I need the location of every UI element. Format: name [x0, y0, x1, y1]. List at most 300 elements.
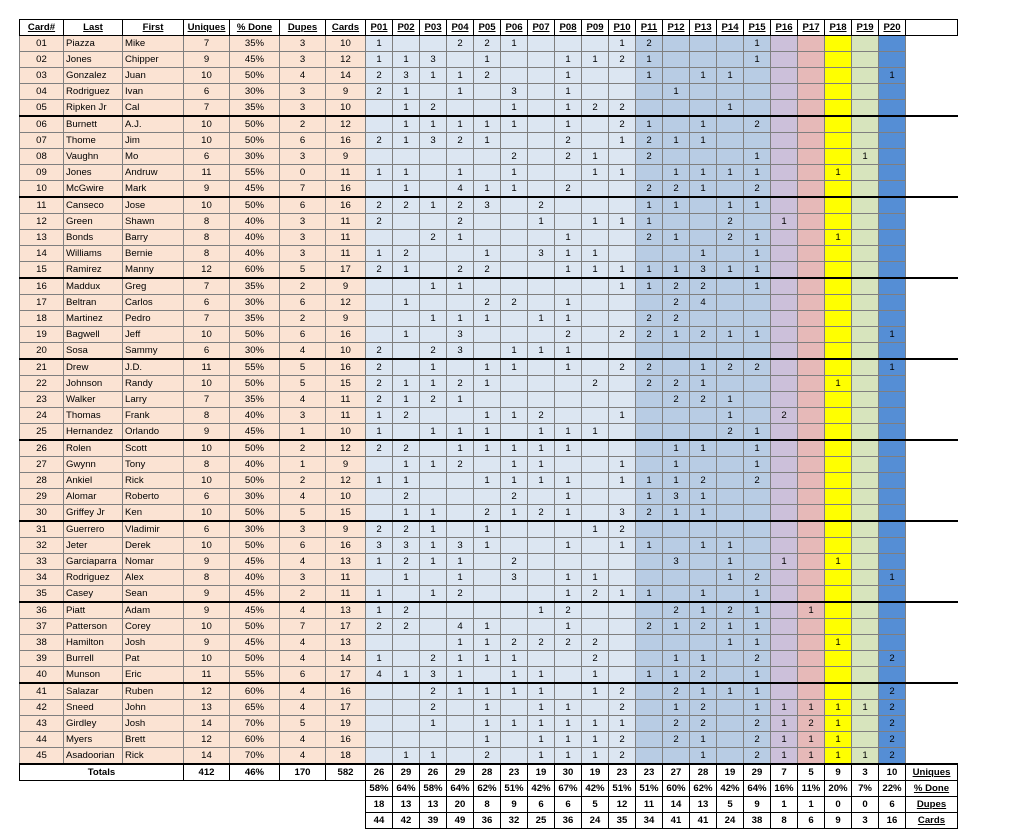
- cell-p04[interactable]: 4: [447, 619, 474, 635]
- cell-last[interactable]: McGwire: [64, 181, 123, 198]
- cell-p15[interactable]: 1: [744, 424, 771, 441]
- cell-last[interactable]: Rodriguez: [64, 570, 123, 586]
- cell-first[interactable]: Bernie: [123, 246, 184, 262]
- cell-p20[interactable]: [879, 392, 906, 408]
- player-uniques-total[interactable]: 7: [771, 764, 798, 781]
- cell-p05[interactable]: 1: [474, 181, 501, 198]
- cell-uniques[interactable]: 10: [184, 473, 230, 489]
- cell-p03[interactable]: [420, 570, 447, 586]
- cell-p18[interactable]: [825, 457, 852, 473]
- column-header-p17[interactable]: P17: [798, 20, 825, 36]
- cell-p14[interactable]: 2: [717, 602, 744, 619]
- cell-p08[interactable]: 2: [555, 181, 582, 198]
- cell-done[interactable]: 50%: [230, 440, 280, 457]
- cell-dupes[interactable]: 5: [280, 262, 326, 279]
- cell-p01[interactable]: 1: [366, 586, 393, 603]
- cell-first[interactable]: Alex: [123, 570, 184, 586]
- cell-done[interactable]: 30%: [230, 343, 280, 360]
- cell-p18[interactable]: [825, 343, 852, 360]
- cell-first[interactable]: Eric: [123, 667, 184, 684]
- cell-uniques[interactable]: 10: [184, 538, 230, 554]
- column-header-dupes[interactable]: Dupes: [280, 20, 326, 36]
- cell-p19[interactable]: [852, 408, 879, 424]
- cell-p08[interactable]: [555, 457, 582, 473]
- cell-p18[interactable]: [825, 619, 852, 635]
- cell-p04[interactable]: [447, 100, 474, 117]
- cell-cards[interactable]: 13: [326, 635, 366, 651]
- cell-p14[interactable]: 2: [717, 424, 744, 441]
- cell-p19[interactable]: [852, 424, 879, 441]
- cell-p01[interactable]: [366, 748, 393, 765]
- cell-p19[interactable]: [852, 667, 879, 684]
- cell-p18[interactable]: [825, 473, 852, 489]
- cell-p02[interactable]: 1: [393, 116, 420, 133]
- cell-p08[interactable]: [555, 376, 582, 392]
- cell-p01[interactable]: 2: [366, 262, 393, 279]
- cell-p16[interactable]: [771, 68, 798, 84]
- cell-p17[interactable]: [798, 68, 825, 84]
- cell-p11[interactable]: [636, 570, 663, 586]
- cell-p10[interactable]: [609, 343, 636, 360]
- cell-p09[interactable]: [582, 489, 609, 505]
- player-uniques-total[interactable]: 30: [555, 764, 582, 781]
- cell-p19[interactable]: [852, 392, 879, 408]
- cell-card[interactable]: 31: [20, 521, 64, 538]
- cell-uniques[interactable]: 6: [184, 343, 230, 360]
- cell-p02[interactable]: 1: [393, 165, 420, 181]
- cell-p10[interactable]: 1: [609, 716, 636, 732]
- cell-done[interactable]: 50%: [230, 473, 280, 489]
- cell-p04[interactable]: 3: [447, 343, 474, 360]
- cell-p09[interactable]: [582, 295, 609, 311]
- cell-p20[interactable]: [879, 230, 906, 246]
- cell-p19[interactable]: [852, 651, 879, 667]
- column-header-p18[interactable]: P18: [825, 20, 852, 36]
- cell-p01[interactable]: 2: [366, 84, 393, 100]
- cell-p05[interactable]: 1: [474, 651, 501, 667]
- cell-p01[interactable]: [366, 100, 393, 117]
- cell-p17[interactable]: [798, 570, 825, 586]
- cell-uniques[interactable]: 7: [184, 392, 230, 408]
- cell-done[interactable]: 35%: [230, 36, 280, 52]
- cell-cards[interactable]: 9: [326, 149, 366, 165]
- cell-first[interactable]: Jim: [123, 133, 184, 149]
- cell-p16[interactable]: 1: [771, 748, 798, 765]
- cell-p09[interactable]: [582, 181, 609, 198]
- player-uniques-total[interactable]: 19: [582, 764, 609, 781]
- cell-p01[interactable]: [366, 635, 393, 651]
- cell-p06[interactable]: 1: [501, 505, 528, 522]
- cell-p11[interactable]: 2: [636, 133, 663, 149]
- cell-p12[interactable]: [663, 359, 690, 376]
- cell-p13[interactable]: [690, 214, 717, 230]
- cell-p09[interactable]: 2: [582, 651, 609, 667]
- cell-p03[interactable]: 3: [420, 667, 447, 684]
- cell-p12[interactable]: [663, 538, 690, 554]
- column-header-p07[interactable]: P07: [528, 20, 555, 36]
- cell-p07[interactable]: [528, 100, 555, 117]
- cell-p03[interactable]: 1: [420, 376, 447, 392]
- cell-p01[interactable]: 2: [366, 440, 393, 457]
- cell-p13[interactable]: [690, 52, 717, 68]
- cell-p19[interactable]: [852, 570, 879, 586]
- cell-p12[interactable]: 1: [663, 197, 690, 214]
- cell-p20[interactable]: [879, 489, 906, 505]
- cell-p07[interactable]: 1: [528, 440, 555, 457]
- cell-p18[interactable]: [825, 84, 852, 100]
- cell-first[interactable]: Mo: [123, 149, 184, 165]
- cell-p16[interactable]: 1: [771, 732, 798, 748]
- cell-p01[interactable]: [366, 716, 393, 732]
- player-dupes-total[interactable]: 6: [879, 797, 906, 813]
- cell-card[interactable]: 27: [20, 457, 64, 473]
- cell-uniques[interactable]: 8: [184, 457, 230, 473]
- cell-p17[interactable]: [798, 505, 825, 522]
- cell-p10[interactable]: 1: [609, 408, 636, 424]
- cell-last[interactable]: Vaughn: [64, 149, 123, 165]
- cell-p09[interactable]: 1: [582, 262, 609, 279]
- cell-dupes[interactable]: 5: [280, 376, 326, 392]
- cell-p01[interactable]: 1: [366, 165, 393, 181]
- cell-p15[interactable]: 1: [744, 230, 771, 246]
- cell-uniques[interactable]: 9: [184, 424, 230, 441]
- cell-p13[interactable]: [690, 311, 717, 327]
- cell-p04[interactable]: 1: [447, 311, 474, 327]
- cell-p08[interactable]: 2: [555, 602, 582, 619]
- cell-dupes[interactable]: 4: [280, 748, 326, 765]
- cell-done[interactable]: 60%: [230, 683, 280, 700]
- cell-p06[interactable]: 2: [501, 489, 528, 505]
- cell-p07[interactable]: [528, 359, 555, 376]
- cell-p09[interactable]: [582, 408, 609, 424]
- cell-p09[interactable]: [582, 133, 609, 149]
- cell-done[interactable]: 30%: [230, 489, 280, 505]
- cell-p01[interactable]: [366, 311, 393, 327]
- cell-dupes[interactable]: 4: [280, 683, 326, 700]
- cell-p10[interactable]: 2: [609, 100, 636, 117]
- cell-p04[interactable]: 1: [447, 570, 474, 586]
- cell-p17[interactable]: 2: [798, 716, 825, 732]
- player-pct-done-total[interactable]: 60%: [663, 781, 690, 797]
- cell-first[interactable]: Pat: [123, 651, 184, 667]
- cell-uniques[interactable]: 6: [184, 84, 230, 100]
- cell-p16[interactable]: [771, 651, 798, 667]
- cell-p04[interactable]: [447, 359, 474, 376]
- cell-p12[interactable]: 2: [663, 716, 690, 732]
- cell-p07[interactable]: 1: [528, 457, 555, 473]
- cell-last[interactable]: Bagwell: [64, 327, 123, 343]
- cell-p14[interactable]: [717, 521, 744, 538]
- cell-p20[interactable]: [879, 52, 906, 68]
- cell-dupes[interactable]: 4: [280, 489, 326, 505]
- cell-p17[interactable]: [798, 586, 825, 603]
- column-header-p13[interactable]: P13: [690, 20, 717, 36]
- cell-p20[interactable]: 2: [879, 700, 906, 716]
- cell-done[interactable]: 35%: [230, 100, 280, 117]
- player-cards-total[interactable]: 25: [528, 813, 555, 829]
- cell-p16[interactable]: [771, 149, 798, 165]
- cell-p06[interactable]: 1: [501, 36, 528, 52]
- cell-first[interactable]: Josh: [123, 635, 184, 651]
- cell-done[interactable]: 55%: [230, 165, 280, 181]
- cell-p08[interactable]: 1: [555, 505, 582, 522]
- cell-p13[interactable]: 1: [690, 586, 717, 603]
- cell-p10[interactable]: 2: [609, 327, 636, 343]
- cell-first[interactable]: Jose: [123, 197, 184, 214]
- cell-p01[interactable]: [366, 278, 393, 295]
- cell-p07[interactable]: [528, 392, 555, 408]
- cell-p20[interactable]: [879, 440, 906, 457]
- cell-p16[interactable]: [771, 165, 798, 181]
- cell-p06[interactable]: 1: [501, 473, 528, 489]
- cell-p04[interactable]: 1: [447, 392, 474, 408]
- player-pct-done-total[interactable]: 20%: [825, 781, 852, 797]
- column-header-p19[interactable]: P19: [852, 20, 879, 36]
- cell-p17[interactable]: [798, 408, 825, 424]
- cell-p09[interactable]: 1: [582, 683, 609, 700]
- cell-card[interactable]: 02: [20, 52, 64, 68]
- cell-p05[interactable]: 1: [474, 133, 501, 149]
- cell-p16[interactable]: [771, 52, 798, 68]
- cell-p13[interactable]: 3: [690, 262, 717, 279]
- cell-card[interactable]: 45: [20, 748, 64, 765]
- cell-p09[interactable]: 1: [582, 667, 609, 684]
- cell-p04[interactable]: [447, 700, 474, 716]
- cell-p16[interactable]: [771, 133, 798, 149]
- cell-last[interactable]: Burnett: [64, 116, 123, 133]
- cell-p07[interactable]: [528, 133, 555, 149]
- cell-p17[interactable]: [798, 133, 825, 149]
- cell-p12[interactable]: 1: [663, 700, 690, 716]
- cell-p10[interactable]: 2: [609, 521, 636, 538]
- cell-first[interactable]: John: [123, 700, 184, 716]
- cell-p12[interactable]: 2: [663, 376, 690, 392]
- cell-p16[interactable]: [771, 197, 798, 214]
- cell-p14[interactable]: [717, 505, 744, 522]
- cell-p07[interactable]: 1: [528, 473, 555, 489]
- cell-p03[interactable]: 1: [420, 68, 447, 84]
- player-cards-total[interactable]: 36: [474, 813, 501, 829]
- cell-p17[interactable]: 1: [798, 732, 825, 748]
- cell-card[interactable]: 32: [20, 538, 64, 554]
- cell-p20[interactable]: 2: [879, 716, 906, 732]
- cell-done[interactable]: 50%: [230, 619, 280, 635]
- player-cards-total[interactable]: 39: [420, 813, 447, 829]
- cell-p09[interactable]: [582, 538, 609, 554]
- cell-cards[interactable]: 11: [326, 570, 366, 586]
- cell-p03[interactable]: [420, 36, 447, 52]
- cell-p07[interactable]: [528, 521, 555, 538]
- cell-p04[interactable]: [447, 602, 474, 619]
- cell-p06[interactable]: [501, 602, 528, 619]
- cell-p08[interactable]: 1: [555, 52, 582, 68]
- cell-p06[interactable]: [501, 230, 528, 246]
- cell-p05[interactable]: 1: [474, 359, 501, 376]
- cell-p03[interactable]: 1: [420, 197, 447, 214]
- cell-dupes[interactable]: 3: [280, 84, 326, 100]
- cell-p08[interactable]: 1: [555, 311, 582, 327]
- cell-p14[interactable]: [717, 36, 744, 52]
- cell-p09[interactable]: 1: [582, 149, 609, 165]
- cell-card[interactable]: 28: [20, 473, 64, 489]
- cell-p10[interactable]: [609, 246, 636, 262]
- cell-uniques[interactable]: 9: [184, 635, 230, 651]
- cell-p02[interactable]: [393, 683, 420, 700]
- cell-p09[interactable]: 1: [582, 52, 609, 68]
- cell-done[interactable]: 45%: [230, 52, 280, 68]
- cell-first[interactable]: Juan: [123, 68, 184, 84]
- cell-last[interactable]: Sosa: [64, 343, 123, 360]
- cell-p05[interactable]: 2: [474, 748, 501, 765]
- cell-cards[interactable]: 13: [326, 602, 366, 619]
- cell-p06[interactable]: 1: [501, 651, 528, 667]
- cell-p10[interactable]: 1: [609, 262, 636, 279]
- cell-p13[interactable]: [690, 100, 717, 117]
- cell-p08[interactable]: [555, 651, 582, 667]
- cell-last[interactable]: Casey: [64, 586, 123, 603]
- total-uniques[interactable]: 412: [184, 764, 230, 781]
- cell-p05[interactable]: 1: [474, 116, 501, 133]
- cell-p16[interactable]: 2: [771, 408, 798, 424]
- cell-p20[interactable]: 2: [879, 748, 906, 765]
- cell-p07[interactable]: [528, 295, 555, 311]
- cell-last[interactable]: Green: [64, 214, 123, 230]
- cell-p03[interactable]: [420, 602, 447, 619]
- cell-p20[interactable]: [879, 424, 906, 441]
- cell-first[interactable]: Nomar: [123, 554, 184, 570]
- cell-p07[interactable]: 1: [528, 343, 555, 360]
- cell-p20[interactable]: [879, 36, 906, 52]
- cell-p11[interactable]: [636, 100, 663, 117]
- cell-p04[interactable]: [447, 489, 474, 505]
- cell-p06[interactable]: 3: [501, 570, 528, 586]
- cell-first[interactable]: Jeff: [123, 327, 184, 343]
- cell-done[interactable]: 50%: [230, 376, 280, 392]
- cell-p02[interactable]: [393, 716, 420, 732]
- cell-p15[interactable]: 1: [744, 52, 771, 68]
- cell-p11[interactable]: [636, 602, 663, 619]
- cell-p12[interactable]: [663, 149, 690, 165]
- cell-card[interactable]: 42: [20, 700, 64, 716]
- column-header-uniques[interactable]: Uniques: [184, 20, 230, 36]
- cell-p08[interactable]: 1: [555, 570, 582, 586]
- cell-p09[interactable]: [582, 68, 609, 84]
- cell-p02[interactable]: 1: [393, 100, 420, 117]
- cell-p11[interactable]: 2: [636, 505, 663, 522]
- cell-p15[interactable]: [744, 133, 771, 149]
- cell-dupes[interactable]: 6: [280, 133, 326, 149]
- cell-p03[interactable]: [420, 165, 447, 181]
- cell-p16[interactable]: [771, 602, 798, 619]
- cell-p01[interactable]: [366, 489, 393, 505]
- cell-p09[interactable]: [582, 311, 609, 327]
- cell-p18[interactable]: 1: [825, 716, 852, 732]
- cell-p20[interactable]: [879, 133, 906, 149]
- player-dupes-total[interactable]: 6: [528, 797, 555, 813]
- cell-p18[interactable]: [825, 149, 852, 165]
- cell-p10[interactable]: 1: [609, 133, 636, 149]
- cell-p04[interactable]: 1: [447, 84, 474, 100]
- cell-p01[interactable]: 2: [366, 197, 393, 214]
- cell-p10[interactable]: 1: [609, 165, 636, 181]
- cell-p09[interactable]: [582, 36, 609, 52]
- cell-p17[interactable]: [798, 376, 825, 392]
- cell-p13[interactable]: 1: [690, 359, 717, 376]
- cell-p11[interactable]: [636, 521, 663, 538]
- cell-p05[interactable]: [474, 554, 501, 570]
- cell-cards[interactable]: 18: [326, 748, 366, 765]
- player-cards-total[interactable]: 49: [447, 813, 474, 829]
- cell-p01[interactable]: 1: [366, 36, 393, 52]
- cell-p15[interactable]: 2: [744, 116, 771, 133]
- cell-p01[interactable]: 2: [366, 343, 393, 360]
- cell-p10[interactable]: [609, 619, 636, 635]
- cell-done[interactable]: 50%: [230, 538, 280, 554]
- player-dupes-total[interactable]: 12: [609, 797, 636, 813]
- cell-p14[interactable]: [717, 116, 744, 133]
- cell-p02[interactable]: [393, 424, 420, 441]
- cell-cards[interactable]: 16: [326, 538, 366, 554]
- player-uniques-total[interactable]: 10: [879, 764, 906, 781]
- cell-dupes[interactable]: 3: [280, 570, 326, 586]
- cell-p19[interactable]: [852, 197, 879, 214]
- cell-cards[interactable]: 10: [326, 36, 366, 52]
- cell-p18[interactable]: [825, 505, 852, 522]
- cell-p05[interactable]: [474, 586, 501, 603]
- cell-p06[interactable]: 1: [501, 683, 528, 700]
- cell-p17[interactable]: [798, 554, 825, 570]
- cell-p16[interactable]: [771, 246, 798, 262]
- column-header-p11[interactable]: P11: [636, 20, 663, 36]
- cell-p10[interactable]: 2: [609, 52, 636, 68]
- cell-p09[interactable]: [582, 359, 609, 376]
- cell-p06[interactable]: 2: [501, 635, 528, 651]
- cell-p09[interactable]: 1: [582, 214, 609, 230]
- cell-dupes[interactable]: 3: [280, 230, 326, 246]
- cell-p05[interactable]: 1: [474, 683, 501, 700]
- cell-p07[interactable]: [528, 181, 555, 198]
- cell-p17[interactable]: [798, 538, 825, 554]
- cell-cards[interactable]: 11: [326, 214, 366, 230]
- cell-p02[interactable]: 1: [393, 84, 420, 100]
- cell-p08[interactable]: 1: [555, 100, 582, 117]
- cell-p11[interactable]: 2: [636, 359, 663, 376]
- cell-p14[interactable]: [717, 295, 744, 311]
- player-pct-done-total[interactable]: 16%: [771, 781, 798, 797]
- cell-p18[interactable]: [825, 602, 852, 619]
- cell-p07[interactable]: 1: [528, 424, 555, 441]
- cell-last[interactable]: Maddux: [64, 278, 123, 295]
- cell-cards[interactable]: 12: [326, 473, 366, 489]
- player-cards-total[interactable]: 24: [717, 813, 744, 829]
- cell-card[interactable]: 38: [20, 635, 64, 651]
- cell-done[interactable]: 40%: [230, 408, 280, 424]
- cell-p14[interactable]: 1: [717, 165, 744, 181]
- cell-uniques[interactable]: 9: [184, 602, 230, 619]
- cell-p05[interactable]: 1: [474, 716, 501, 732]
- cell-p13[interactable]: 1: [690, 181, 717, 198]
- cell-p15[interactable]: [744, 100, 771, 117]
- cell-p05[interactable]: [474, 392, 501, 408]
- cell-p04[interactable]: 1: [447, 683, 474, 700]
- cell-uniques[interactable]: 10: [184, 327, 230, 343]
- cell-uniques[interactable]: 10: [184, 651, 230, 667]
- cell-card[interactable]: 12: [20, 214, 64, 230]
- cell-p15[interactable]: 1: [744, 197, 771, 214]
- cell-p12[interactable]: 3: [663, 554, 690, 570]
- cell-p13[interactable]: [690, 521, 717, 538]
- cell-done[interactable]: 50%: [230, 133, 280, 149]
